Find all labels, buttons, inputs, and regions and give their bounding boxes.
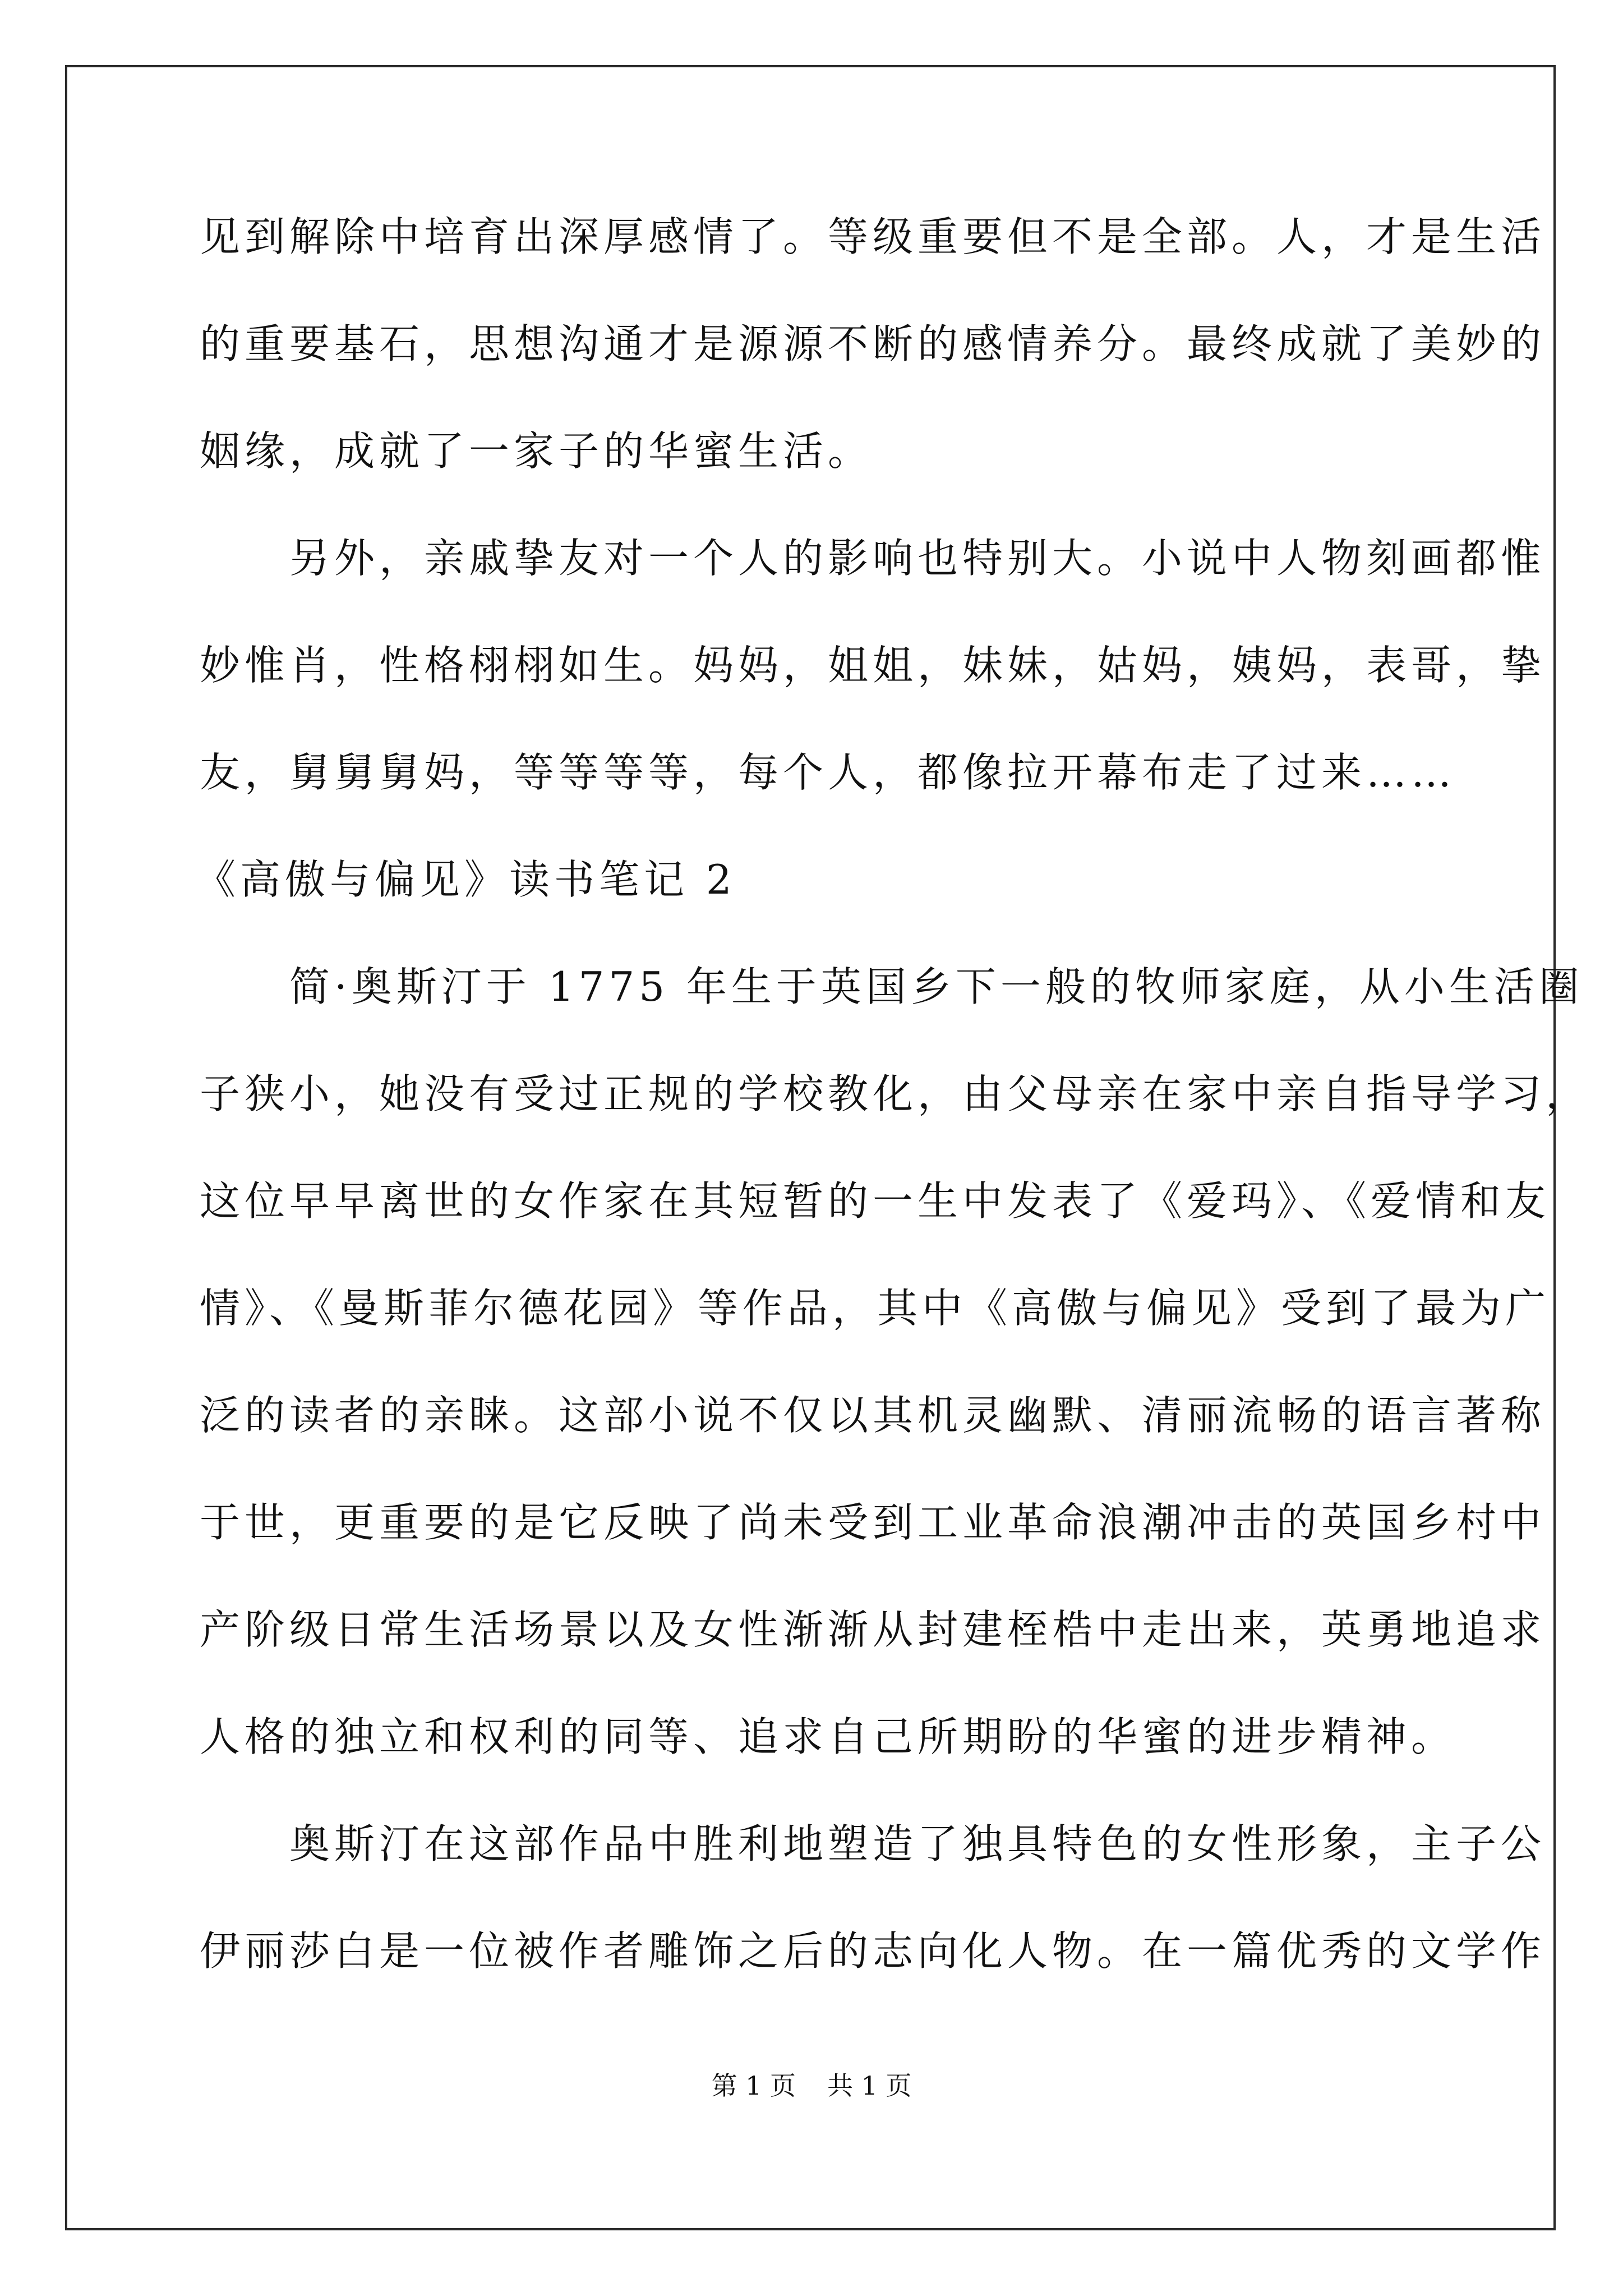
section-heading: 《高傲与偏见》读书笔记 2 (195, 856, 736, 903)
text-line: 奥斯汀在这部作品中胜利地塑造了独具特色的女性形象，主子公 (200, 1820, 1546, 1867)
text-line: 于世，更重要的是它反映了尚未受到工业革命浪潮冲击的英国乡村中 (200, 1499, 1546, 1546)
text-line: 人格的独立和权利的同等、追求自己所期盼的华蜜的进步精神。 (200, 1713, 1456, 1760)
page-number: 第 1 页 (711, 2070, 796, 2101)
text-line: 妙惟肖，性格栩栩如生。妈妈，姐姐，妹妹，姑妈，姨妈，表哥，挚 (200, 642, 1546, 689)
text-line: 子狭小，她没有受过正规的学校教化，由父母亲在家中亲自指导学习， (200, 1070, 1591, 1117)
page-footer (0, 2069, 1623, 2102)
text-line: 的重要基石，思想沟通才是源源不断的感情养分。最终成就了美妙的 (200, 320, 1546, 367)
text-line: 伊丽莎白是一位被作者雕饰之后的志向化人物。在一篇优秀的文学作 (200, 1927, 1546, 1975)
text-line: 姻缘，成就了一家子的华蜜生活。 (200, 427, 873, 475)
text-line: 简·奥斯汀于 1775 年生于英国乡下一般的牧师家庭，从小生活圈 (200, 963, 1584, 1010)
text-line: 见到解除中培育出深厚感情了。等级重要但不是全部。人，才是生活 (200, 213, 1546, 260)
text-line: 情》、《曼斯菲尔德花园》等作品，其中《高傲与偏见》受到了最为广 (200, 1285, 1551, 1332)
page-total: 共 1 页 (827, 2070, 912, 2101)
text-line: 泛的读者的亲睐。这部小说不仅以其机灵幽默、清丽流畅的语言著称 (200, 1392, 1546, 1439)
page-border (65, 65, 1556, 2230)
text-line: 产阶级日常生活场景以及女性渐渐从封建桎梏中走出来，英勇地追求 (200, 1606, 1546, 1653)
text-line: 这位早早离世的女作家在其短暂的一生中发表了《爱玛》、《爱情和友 (200, 1177, 1551, 1225)
text-line: 另外，亲戚挚友对一个人的影响也特别大。小说中人物刻画都惟 (200, 535, 1546, 582)
text-line: 友，舅舅舅妈，等等等等，每个人，都像拉开幕布走了过来…… (200, 749, 1456, 796)
